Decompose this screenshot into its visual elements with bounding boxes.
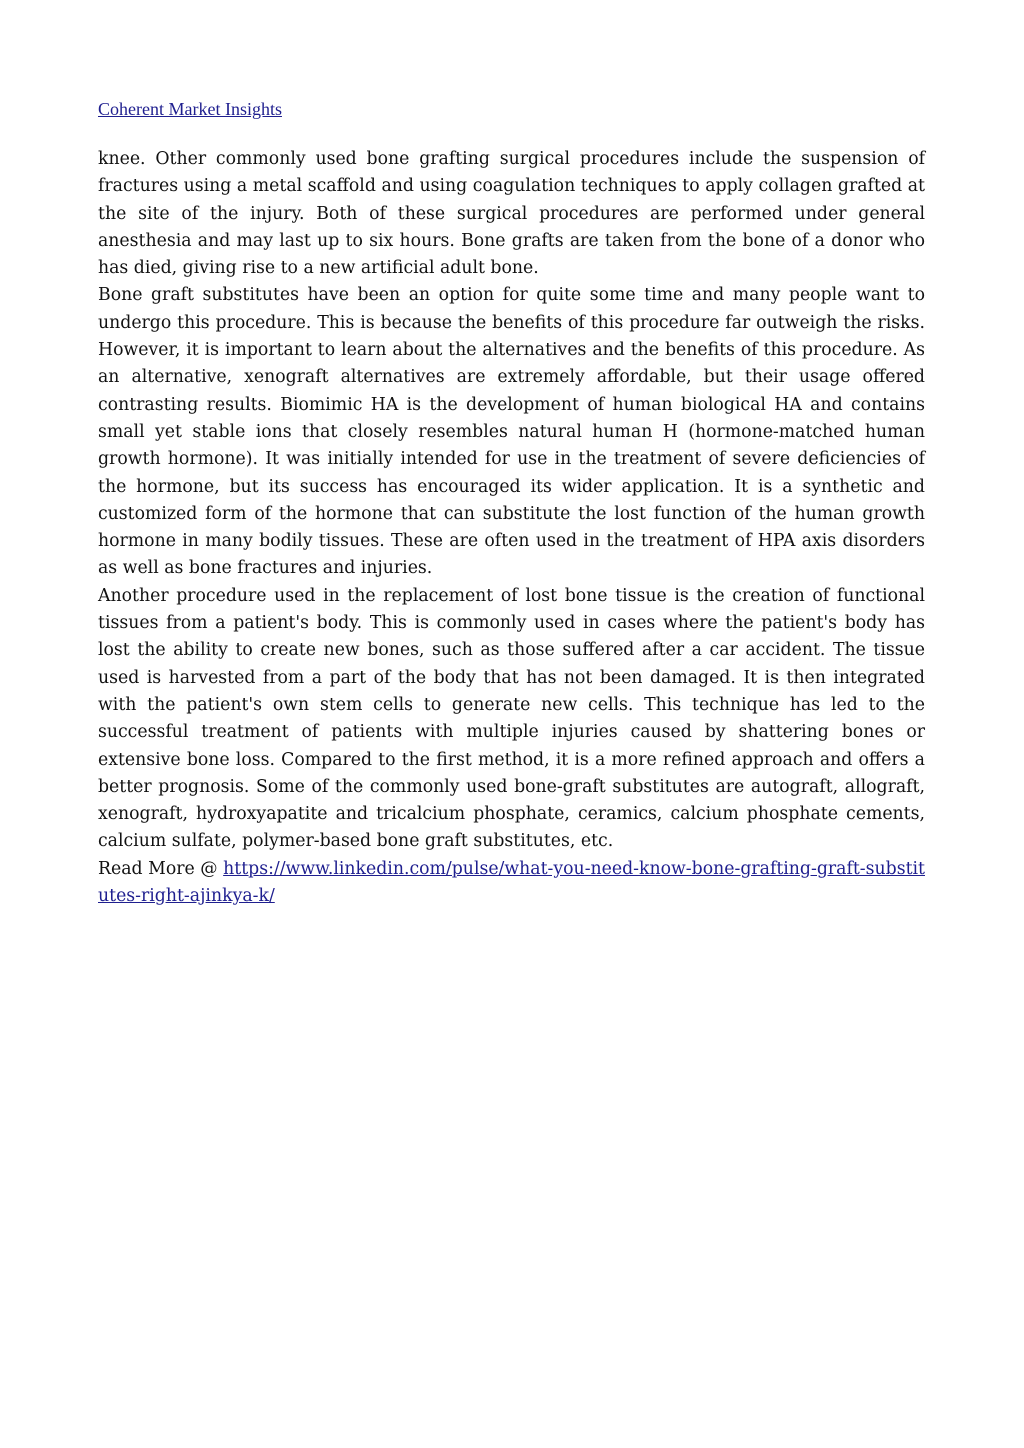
document-page <box>98 96 925 910</box>
header-company-link[interactable]: Coherent Market Insights <box>98 99 282 119</box>
paragraph-2: Bone graft substitutes have been an option for quite some time and many people want to undergo this procedure. This is because the benefits of this procedure far outweigh the risks. However, it is important to learn about the alternatives and the benefits of this procedure. As an alternative, xenograft alternatives are extremely affordable, but their usage offered contrasting results. Biomimic HA is the development of human biological HA and contains small yet stable ions that closely resembles natural human H (hormone-matched human growth hormone). It was initially intended for use in the treatment of severe deficiencies of the hormone, but its success has encouraged its wider application. It is a synthetic and customized form of the hormone that can substitute the lost function of the human growth hormone in many bodily tissues. These are often used in the treatment of HPA axis disorders as well as bone fractures and injuries. <box>98 285 925 579</box>
read-more-link[interactable]: https://www.linkedin.com/pulse/what-you-need-know-bone-grafting-graft-substitutes-right-ajinkya-k/ <box>98 858 925 907</box>
read-more-line <box>98 856 925 911</box>
paragraph-1: knee. Other commonly used bone grafting surgical procedures include the suspension of fractures using a metal scaffold and using coagulation techniques to apply collagen grafted at the site of the injury. Both of these surgical procedures are performed under general anesthesia and may last up to six hours. Bone grafts are taken from the bone of a donor who has died, giving rise to a new artificial adult bone. <box>98 149 925 279</box>
read-more-label: Read More @ <box>98 858 224 879</box>
paragraph-3: Another procedure used in the replacement of lost bone tissue is the creation of functional tissues from a patient's body. This is commonly used in cases where the patient's body has lost the ability to create new bones, such as those suffered after a car accident. The tissue used is harvested from a part of the body that has not been damaged. It is then integrated with the patient's own stem cells to generate new cells. This technique has led to the successful treatment of patients with multiple injuries caused by shattering bones or extensive bone loss. Compared to the first method, it is a more refined approach and offers a better prognosis. Some of the commonly used bone-graft substitutes are autograft, allograft, xenograft, hydroxyapatite and tricalcium phosphate, ceramics, calcium phosphate cements, calcium sulfate, polymer-based bone graft substitutes, etc. <box>98 585 925 852</box>
